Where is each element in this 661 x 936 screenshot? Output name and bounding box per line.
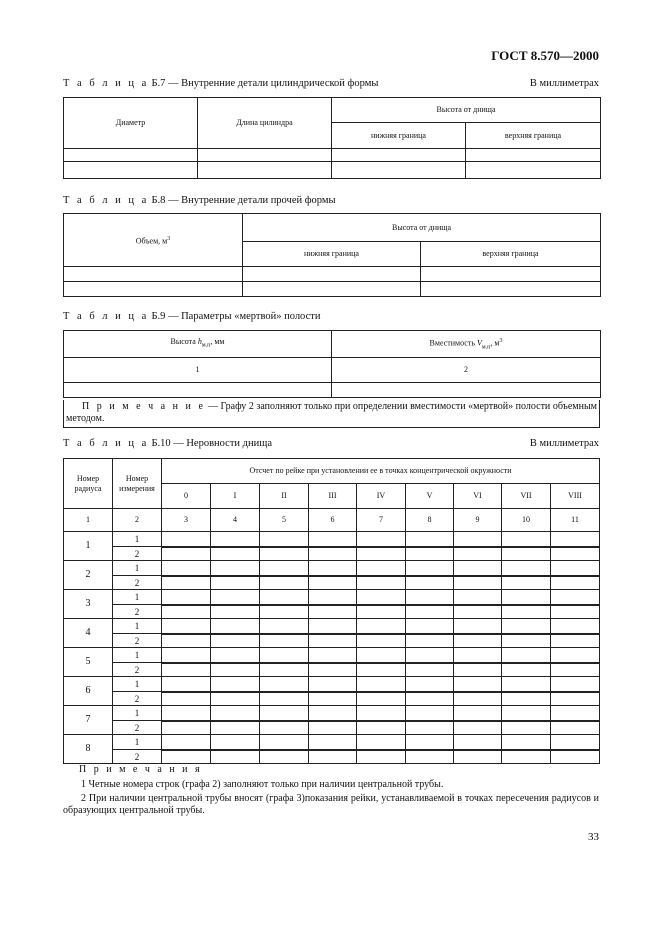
cell[interactable]: [421, 282, 601, 297]
reading-cell[interactable]: [162, 619, 211, 634]
reading-cell[interactable]: [260, 750, 309, 764]
reading-cell[interactable]: [162, 561, 211, 576]
cell[interactable]: [243, 267, 421, 282]
reading-cell[interactable]: [502, 750, 551, 764]
reading-cell[interactable]: [502, 532, 551, 547]
table-row: [64, 663, 600, 677]
table-b9: [63, 330, 601, 398]
reading-cell[interactable]: [357, 619, 406, 634]
column-number: 1: [64, 358, 332, 383]
cell[interactable]: [332, 383, 601, 398]
reading-cell[interactable]: [357, 561, 406, 576]
measurement-number: 1: [113, 677, 162, 692]
reading-cell[interactable]: [357, 663, 406, 677]
table-row: [64, 706, 600, 721]
table-row: [64, 634, 600, 648]
reading-cell[interactable]: [551, 692, 600, 706]
reading-cell[interactable]: [162, 750, 211, 764]
measurement-number: 2: [113, 547, 162, 561]
col-height: Высота $h_{м.п}$, мм: [64, 331, 332, 358]
reading-cell[interactable]: [406, 692, 454, 706]
reading-cell[interactable]: [162, 663, 211, 677]
radius-number: 7: [64, 706, 113, 735]
measurement-number: 1: [113, 619, 162, 634]
cell[interactable]: [243, 282, 421, 297]
reading-cell[interactable]: [406, 619, 454, 634]
table-b10-notes: [63, 764, 599, 817]
reading-cell[interactable]: [406, 576, 454, 590]
reading-cell[interactable]: [309, 619, 357, 634]
reading-cell[interactable]: [551, 721, 600, 735]
col-upper: верхняя граница: [421, 242, 601, 267]
table-row: [64, 648, 600, 663]
reading-cell[interactable]: [260, 561, 309, 576]
reading-cell[interactable]: [260, 735, 309, 750]
caption-title: Б.8 — Внутренние детали прочей формы: [151, 195, 336, 206]
reading-cell[interactable]: [406, 590, 454, 605]
reading-cell[interactable]: [162, 576, 211, 590]
table-row: [64, 677, 600, 692]
caption-prefix: Т а б л и ц а: [63, 78, 149, 89]
measurement-number: 2: [113, 634, 162, 648]
reading-cell[interactable]: [309, 547, 357, 561]
point-header: III: [309, 484, 357, 509]
measurement-number: 2: [113, 721, 162, 735]
reading-cell[interactable]: [260, 605, 309, 619]
reading-cell[interactable]: [211, 735, 260, 750]
reading-cell[interactable]: [406, 721, 454, 735]
reading-cell[interactable]: [551, 750, 600, 764]
cell[interactable]: [332, 162, 466, 179]
column-number: 10: [502, 509, 551, 532]
col-length: Длина цилиндра: [198, 98, 332, 149]
reading-cell[interactable]: [162, 590, 211, 605]
measurement-number: 1: [113, 706, 162, 721]
cell[interactable]: [64, 267, 243, 282]
table-b10-caption: [63, 438, 272, 449]
reading-cell[interactable]: [357, 677, 406, 692]
reading-cell[interactable]: [502, 663, 551, 677]
radius-number: 5: [64, 648, 113, 677]
table-b7-units: В миллиметрах: [529, 78, 599, 89]
col-lower: нижняя граница: [332, 123, 466, 149]
reading-cell[interactable]: [309, 735, 357, 750]
radius-number: 2: [64, 561, 113, 590]
reading-cell[interactable]: [357, 590, 406, 605]
note-label: П р и м е ч а н и е: [82, 401, 206, 412]
reading-cell[interactable]: [260, 648, 309, 663]
reading-cell[interactable]: [551, 561, 600, 576]
reading-cell[interactable]: [309, 750, 357, 764]
table-row: [64, 532, 600, 547]
measurement-number: 1: [113, 590, 162, 605]
cell[interactable]: [421, 267, 601, 282]
col-upper: верхняя граница: [466, 123, 601, 149]
table-b8-caption: [63, 195, 336, 206]
reading-cell[interactable]: [162, 648, 211, 663]
reading-cell[interactable]: [211, 663, 260, 677]
reading-cell[interactable]: [551, 576, 600, 590]
reading-cell[interactable]: [260, 576, 309, 590]
table-b9-caption: [63, 311, 320, 322]
table-b10: [63, 458, 600, 764]
reading-cell[interactable]: [454, 663, 502, 677]
note-2: 2 При наличии центральной трубы вносят (графа 3)показания рейки, устанавливаемой в точках пересечения радиусов и образующих центральной трубы.: [63, 793, 599, 816]
reading-cell[interactable]: [162, 706, 211, 721]
notes-title: П р и м е ч а н и я: [79, 764, 203, 775]
reading-cell[interactable]: [502, 735, 551, 750]
measurement-number: 2: [113, 576, 162, 590]
reading-cell[interactable]: [454, 605, 502, 619]
reading-cell[interactable]: [357, 750, 406, 764]
caption-title: Б.9 — Параметры «мертвой» полости: [151, 311, 321, 322]
table-row: [64, 162, 601, 179]
column-number: 9: [454, 509, 502, 532]
reading-cell[interactable]: [502, 692, 551, 706]
reading-cell[interactable]: [211, 532, 260, 547]
reading-cell[interactable]: [211, 590, 260, 605]
reading-cell[interactable]: [211, 547, 260, 561]
point-header: 0: [162, 484, 211, 509]
cell[interactable]: [64, 282, 243, 297]
reading-cell[interactable]: [357, 735, 406, 750]
reading-cell[interactable]: [211, 750, 260, 764]
document-header: ГОСТ 8.570—2000: [491, 48, 599, 63]
column-number: 2: [332, 358, 601, 383]
reading-cell[interactable]: [309, 648, 357, 663]
reading-cell[interactable]: [309, 561, 357, 576]
measurement-number: 2: [113, 663, 162, 677]
table-b8: [63, 213, 601, 297]
reading-cell[interactable]: [502, 619, 551, 634]
reading-cell[interactable]: [260, 634, 309, 648]
reading-cell[interactable]: [454, 735, 502, 750]
reading-cell[interactable]: [406, 532, 454, 547]
reading-cell[interactable]: [211, 706, 260, 721]
table-b9-note: [63, 400, 600, 428]
reading-cell[interactable]: [357, 634, 406, 648]
reading-cell[interactable]: [162, 721, 211, 735]
col-height: Высота от днища: [332, 98, 601, 123]
col-radius: Номер радиуса: [64, 459, 113, 509]
cell[interactable]: [332, 149, 466, 162]
col-volume: Объем, $м^3$: [64, 214, 243, 267]
reading-cell[interactable]: [309, 590, 357, 605]
table-row: [64, 735, 600, 750]
col-height: Высота от днища: [243, 214, 601, 242]
table-row: [64, 692, 600, 706]
reading-cell[interactable]: [260, 547, 309, 561]
reading-cell[interactable]: [260, 663, 309, 677]
reading-cell[interactable]: [162, 735, 211, 750]
caption-title: Б.7 — Внутренние детали цилиндрической формы: [151, 78, 379, 89]
caption-title: Б.10 — Неровности днища: [151, 438, 272, 449]
table-row: [64, 750, 600, 764]
measurement-number: 2: [113, 692, 162, 706]
table-row: [64, 605, 600, 619]
measurement-number: 1: [113, 561, 162, 576]
table-row: [64, 619, 600, 634]
reading-cell[interactable]: [502, 605, 551, 619]
reading-cell[interactable]: [162, 692, 211, 706]
table-row: [64, 576, 600, 590]
note-1: 1 Четные номера строк (графа 2) заполняют только при наличии центральной трубы.: [81, 779, 444, 790]
reading-cell[interactable]: [406, 634, 454, 648]
reading-cell[interactable]: [502, 706, 551, 721]
reading-cell[interactable]: [406, 663, 454, 677]
reading-cell[interactable]: [309, 532, 357, 547]
col-measure: Номер измерения: [113, 459, 162, 509]
table-row: [64, 383, 601, 398]
table-row: [64, 149, 601, 162]
cell[interactable]: [198, 149, 332, 162]
column-number: 11: [551, 509, 600, 532]
reading-cell[interactable]: [211, 634, 260, 648]
reading-cell[interactable]: [454, 677, 502, 692]
point-header: IV: [357, 484, 406, 509]
cell[interactable]: [64, 162, 198, 179]
cell[interactable]: [64, 149, 198, 162]
reading-cell[interactable]: [260, 692, 309, 706]
point-header: V: [406, 484, 454, 509]
reading-cell[interactable]: [162, 532, 211, 547]
table-row: [64, 561, 600, 576]
col-lower: нижняя граница: [243, 242, 421, 267]
reading-cell[interactable]: [357, 692, 406, 706]
reading-cell[interactable]: [357, 648, 406, 663]
reading-cell[interactable]: [211, 677, 260, 692]
cell[interactable]: [198, 162, 332, 179]
reading-cell[interactable]: [357, 605, 406, 619]
column-number: 3: [162, 509, 211, 532]
column-number: 6: [309, 509, 357, 532]
table-row: [64, 282, 601, 297]
reading-cell[interactable]: [454, 706, 502, 721]
reading-cell[interactable]: [406, 735, 454, 750]
note-text: — Графу 2 заполняют только при определении вместимости «мертвой» полости объемным методом.: [66, 401, 598, 424]
reading-cell[interactable]: [454, 547, 502, 561]
column-number: 7: [357, 509, 406, 532]
reading-cell[interactable]: [551, 590, 600, 605]
page-number: 33: [588, 831, 599, 843]
reading-cell[interactable]: [551, 532, 600, 547]
table-row: [64, 547, 600, 561]
reading-cell[interactable]: [502, 634, 551, 648]
reading-cell[interactable]: [551, 706, 600, 721]
reading-cell[interactable]: [454, 692, 502, 706]
radius-number: 3: [64, 590, 113, 619]
reading-cell[interactable]: [551, 735, 600, 750]
caption-prefix: Т а б л и ц а: [63, 438, 149, 449]
reading-cell[interactable]: [309, 677, 357, 692]
reading-cell[interactable]: [162, 634, 211, 648]
radius-number: 6: [64, 677, 113, 706]
cell[interactable]: [466, 162, 601, 179]
caption-prefix: Т а б л и ц а: [63, 195, 149, 206]
reading-cell[interactable]: [309, 692, 357, 706]
reading-cell[interactable]: [357, 721, 406, 735]
reading-cell[interactable]: [502, 576, 551, 590]
reading-cell[interactable]: [260, 532, 309, 547]
reading-cell[interactable]: [260, 590, 309, 605]
point-header: VI: [454, 484, 502, 509]
reading-cell[interactable]: [454, 634, 502, 648]
cell[interactable]: [64, 383, 332, 398]
column-number: 4: [211, 509, 260, 532]
measurement-number: 1: [113, 735, 162, 750]
reading-cell[interactable]: [502, 648, 551, 663]
reading-cell[interactable]: [309, 576, 357, 590]
reading-cell[interactable]: [551, 648, 600, 663]
reading-cell[interactable]: [309, 605, 357, 619]
reading-cell[interactable]: [406, 648, 454, 663]
measurement-number: 1: [113, 532, 162, 547]
reading-cell[interactable]: [454, 590, 502, 605]
reading-cell[interactable]: [211, 692, 260, 706]
reading-cell[interactable]: [406, 547, 454, 561]
reading-cell[interactable]: [406, 677, 454, 692]
reading-cell[interactable]: [406, 561, 454, 576]
reading-cell[interactable]: [454, 721, 502, 735]
reading-cell[interactable]: [357, 706, 406, 721]
cell[interactable]: [466, 149, 601, 162]
reading-cell[interactable]: [211, 561, 260, 576]
reading-cell[interactable]: [454, 648, 502, 663]
radius-number: 8: [64, 735, 113, 764]
reading-cell[interactable]: [309, 706, 357, 721]
reading-cell[interactable]: [502, 561, 551, 576]
reading-cell[interactable]: [502, 590, 551, 605]
reading-cell[interactable]: [551, 634, 600, 648]
reading-cell[interactable]: [260, 677, 309, 692]
point-header: I: [211, 484, 260, 509]
reading-cell[interactable]: [357, 532, 406, 547]
reading-cell[interactable]: [406, 605, 454, 619]
reading-cell[interactable]: [309, 721, 357, 735]
point-header: VIII: [551, 484, 600, 509]
reading-cell[interactable]: [454, 561, 502, 576]
measurement-number: 1: [113, 648, 162, 663]
reading-cell[interactable]: [406, 706, 454, 721]
reading-cell[interactable]: [502, 721, 551, 735]
table-row: [64, 590, 600, 605]
reading-cell[interactable]: [454, 619, 502, 634]
reading-cell[interactable]: [551, 619, 600, 634]
table-b10-units: В миллиметрах: [529, 438, 599, 449]
col-capacity: Вместимость $V_{м.п}$, $м^3$: [332, 331, 601, 358]
radius-number: 4: [64, 619, 113, 648]
table-row: [64, 721, 600, 735]
reading-cell[interactable]: [260, 706, 309, 721]
measurement-number: 2: [113, 605, 162, 619]
reading-cell[interactable]: [211, 721, 260, 735]
column-number: 1: [64, 509, 113, 532]
reading-cell[interactable]: [551, 547, 600, 561]
reading-cell[interactable]: [551, 663, 600, 677]
col-diameter: Диаметр: [64, 98, 198, 149]
reading-cell[interactable]: [357, 547, 406, 561]
reading-cell[interactable]: [551, 677, 600, 692]
column-number: 8: [406, 509, 454, 532]
column-number: 2: [113, 509, 162, 532]
reading-cell[interactable]: [406, 750, 454, 764]
column-number: 5: [260, 509, 309, 532]
reading-cell[interactable]: [211, 648, 260, 663]
point-header: VII: [502, 484, 551, 509]
reading-cell[interactable]: [357, 576, 406, 590]
reading-cell[interactable]: [454, 750, 502, 764]
reading-cell[interactable]: [551, 605, 600, 619]
radius-number: 1: [64, 532, 113, 561]
reading-cell[interactable]: [260, 619, 309, 634]
reading-cell[interactable]: [211, 576, 260, 590]
reading-cell[interactable]: [454, 532, 502, 547]
reading-cell[interactable]: [211, 619, 260, 634]
point-header: II: [260, 484, 309, 509]
reading-cell[interactable]: [162, 605, 211, 619]
table-b7: [63, 97, 601, 179]
reading-cell[interactable]: [260, 721, 309, 735]
reading-cell[interactable]: [454, 576, 502, 590]
reading-cell[interactable]: [309, 634, 357, 648]
table-b7-caption: [63, 78, 378, 89]
reading-cell[interactable]: [309, 663, 357, 677]
reading-cell[interactable]: [162, 547, 211, 561]
measurement-number: 2: [113, 750, 162, 764]
reading-cell[interactable]: [502, 547, 551, 561]
reading-cell[interactable]: [211, 605, 260, 619]
reading-cell[interactable]: [162, 677, 211, 692]
reading-cell[interactable]: [502, 677, 551, 692]
col-reading: Отсчет по рейке при установлении ее в точках концентрической окружности: [162, 459, 600, 484]
table-row: [64, 267, 601, 282]
caption-prefix: Т а б л и ц а: [63, 311, 149, 322]
